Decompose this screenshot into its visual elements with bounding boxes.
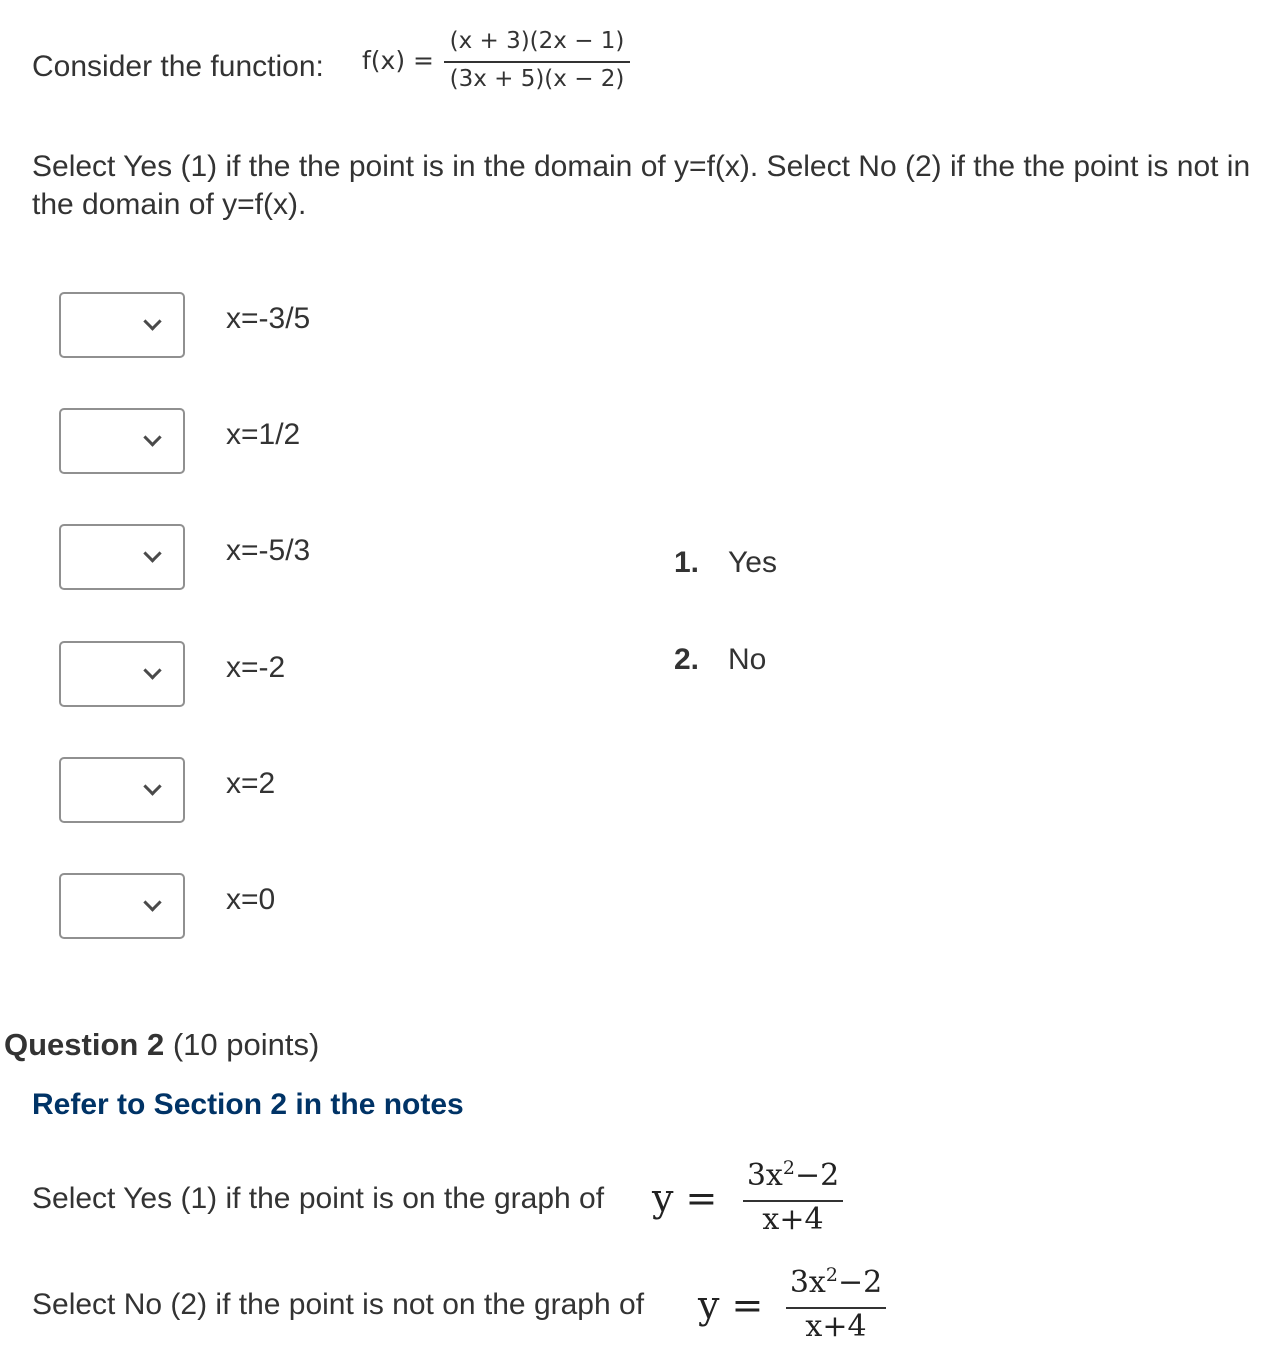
- answer-dropdown[interactable]: [59, 873, 185, 939]
- option-no: [674, 643, 766, 677]
- row-label: x=2: [226, 767, 276, 800]
- answer-dropdown[interactable]: [59, 292, 185, 358]
- notes-link[interactable]: Refer to Section 2 in the notes: [32, 1088, 464, 1121]
- numerator-coef: 3x: [746, 1158, 783, 1193]
- row-label: x=-5/3: [226, 534, 311, 567]
- chevron-down-icon: [143, 661, 161, 679]
- answer-row: [59, 524, 759, 594]
- chevron-down-icon: [143, 544, 161, 562]
- domain-instructions: Select Yes (1) if the the point is in the domain of y=f(x). Select No (2) if the the point is not in the domain of y=f(x).: [32, 150, 1251, 221]
- answer-row: [59, 641, 759, 711]
- function-label: f(x) =: [362, 46, 434, 75]
- question-2-title: [4, 1027, 319, 1063]
- question-number: Question 2: [4, 1027, 165, 1062]
- option-number: 1.: [674, 546, 700, 579]
- numerator-rest: −2: [794, 1158, 840, 1193]
- function-intro: Consider the function:: [32, 50, 324, 83]
- answer-row: [59, 292, 759, 362]
- graph-instruction-no: Select No (2) if the point is not on the graph of: [32, 1288, 645, 1321]
- chevron-down-icon: [143, 428, 161, 446]
- numerator-exponent: 2: [782, 1157, 795, 1179]
- chevron-down-icon: [143, 312, 161, 330]
- fraction-numerator: [786, 1264, 886, 1300]
- numerator-exponent: 2: [825, 1264, 838, 1286]
- y-equals: y =: [698, 1283, 764, 1327]
- option-yes: [674, 546, 777, 580]
- function-denominator: (3x + 5)(x − 2): [449, 66, 625, 92]
- fraction-denominator: x+4: [805, 1309, 867, 1344]
- fraction-bar: [444, 61, 630, 63]
- answer-dropdown[interactable]: [59, 757, 185, 823]
- numerator-coef: 3x: [789, 1265, 826, 1300]
- row-label: x=-2: [226, 651, 286, 684]
- chevron-down-icon: [143, 893, 161, 911]
- question-points: (10 points): [172, 1027, 320, 1062]
- option-label: Yes: [728, 546, 777, 579]
- fraction-denominator: x+4: [762, 1202, 824, 1237]
- option-label: No: [728, 643, 767, 676]
- row-label: x=-3/5: [226, 302, 311, 335]
- answer-dropdown[interactable]: [59, 641, 185, 707]
- row-label: x=1/2: [226, 418, 301, 451]
- answer-dropdown[interactable]: [59, 524, 185, 590]
- fraction-numerator: [743, 1157, 843, 1193]
- option-number: 2.: [674, 643, 700, 676]
- answer-row: [59, 757, 759, 827]
- answer-row: [59, 873, 759, 943]
- graph-instruction-yes: Select Yes (1) if the point is on the graph of: [32, 1182, 605, 1215]
- answer-row: [59, 408, 759, 478]
- numerator-rest: −2: [837, 1265, 883, 1300]
- y-equals: y =: [652, 1176, 718, 1220]
- answer-dropdown[interactable]: [59, 408, 185, 474]
- chevron-down-icon: [143, 777, 161, 795]
- function-numerator: (x + 3)(2x − 1): [449, 28, 625, 54]
- row-label: x=0: [226, 883, 276, 916]
